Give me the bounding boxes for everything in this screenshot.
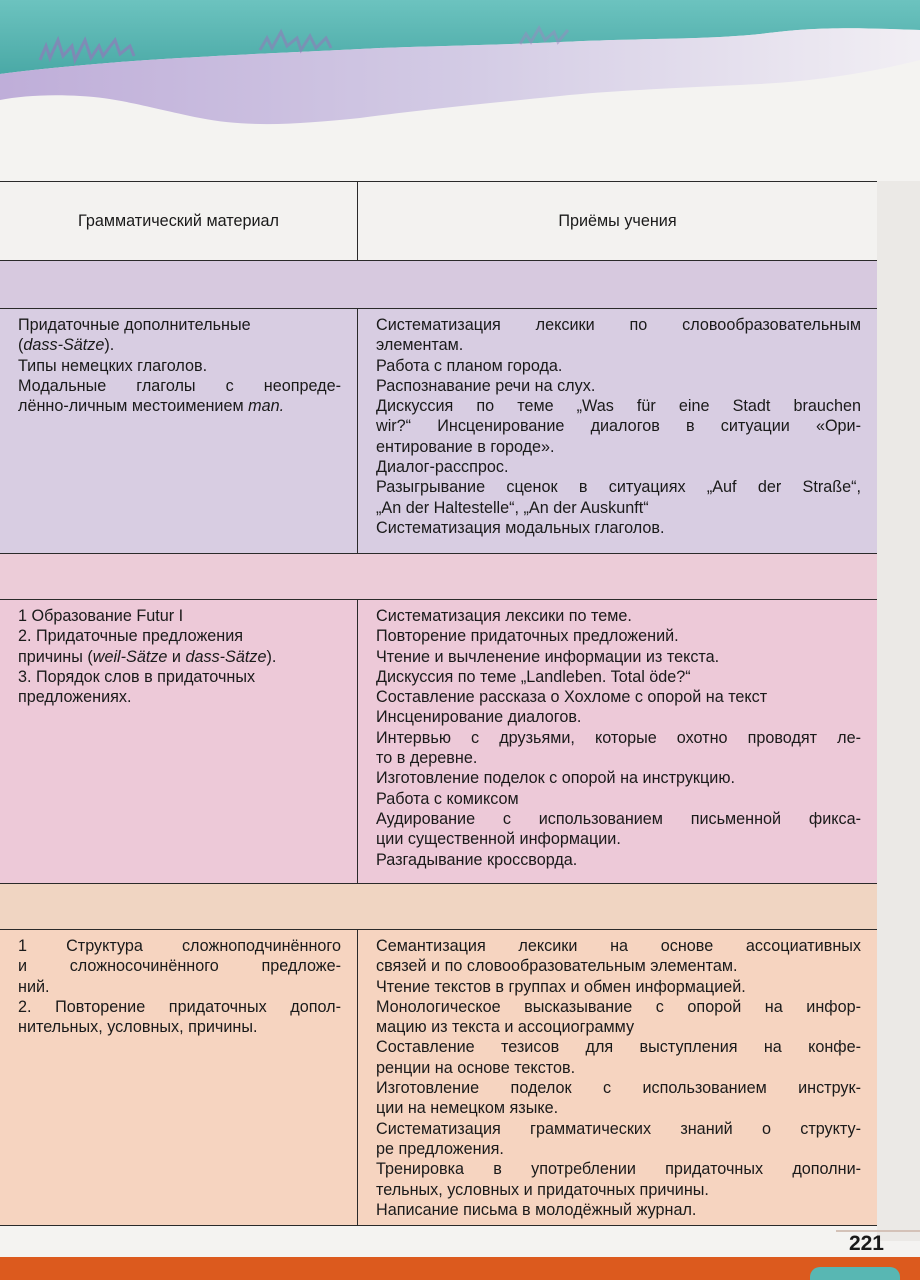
method-line: Систематизация грамматических знаний о структу- <box>376 1119 861 1138</box>
method-line: Написание письма в молодёжный журнал. <box>376 1200 697 1219</box>
italic-term: weil-Sätze <box>92 647 168 666</box>
text-fragment: лённо-личным местоимением <box>18 397 249 416</box>
method-line: Монологическое высказывание с опорой на инфор- <box>376 997 861 1016</box>
grammar-line <box>18 376 341 396</box>
table-row <box>0 309 877 554</box>
method-line: тельных, условных и придаточных причины. <box>376 1180 709 1199</box>
curriculum-table <box>0 181 877 1226</box>
method-line: Аудирование с использованием письменной фикса- <box>376 809 861 828</box>
grammar-line <box>18 667 341 687</box>
grammar-cell <box>0 600 357 883</box>
method-line: Инсценирование диалогов. <box>376 708 582 727</box>
decorative-banner <box>0 0 920 140</box>
method-line: Распознавание речи на слух. <box>376 376 596 395</box>
text-fragment: Придаточные дополнительные <box>18 316 251 334</box>
method-line: Чтение текстов в группах и обмен информацией. <box>376 977 746 996</box>
header-grammar: Грамматический материал <box>78 211 279 230</box>
grammar-cell <box>0 930 357 1225</box>
method-line: Работа с планом города. <box>376 356 563 375</box>
method-line: Дискуссия по теме „Landleben. Total öde?“ <box>376 667 691 686</box>
method-line: Систематизация модальных глаголов. <box>376 518 665 537</box>
grammar-line <box>18 997 341 1017</box>
grammar-line <box>18 956 341 976</box>
text-fragment: и <box>167 647 186 666</box>
grammar-line <box>18 626 341 646</box>
footer-tab <box>810 1267 900 1280</box>
page-number: 221 <box>848 1232 884 1255</box>
text-fragment: ). <box>266 647 277 666</box>
method-line: Интервью с друзьями, которые охотно проводят ле- <box>376 728 861 747</box>
text-fragment: 2. Повторение придаточных допол- <box>18 997 341 1016</box>
method-line: Изготовление поделок с опорой на инструкцию. <box>376 769 735 788</box>
text-fragment: Модальные глаголы с неопреде- <box>18 376 341 395</box>
grammar-line <box>18 1017 341 1037</box>
grammar-line <box>18 977 341 997</box>
method-line: Разыгрывание сценок в ситуациях „Auf der Straße“, <box>376 478 861 497</box>
watercolor-banner-graphic <box>0 0 920 140</box>
method-line: Систематизация лексики по теме. <box>376 607 632 625</box>
text-fragment: и сложносочинённого предложе- <box>18 957 341 976</box>
method-line: Диалог-расспрос. <box>376 458 509 477</box>
table-row <box>0 930 877 1226</box>
method-line: Тренировка в употреблении придаточных дополни- <box>376 1160 861 1179</box>
text-fragment: 1 Структура сложноподчинённого <box>18 937 341 955</box>
methods-cell <box>357 930 877 1225</box>
method-line: мацию из текста и ассоциограмму <box>376 1018 635 1037</box>
method-line: элементам. <box>376 336 464 355</box>
section-band <box>0 554 877 600</box>
margin-shadow <box>877 181 920 1241</box>
method-line: ренции на основе текстов. <box>376 1058 576 1077</box>
method-line: ции существенной информации. <box>376 830 621 849</box>
text-fragment: 1 Образование Futur I <box>18 607 184 625</box>
grammar-line <box>18 606 341 626</box>
method-line: Дискуссия по теме „Was für eine Stadt brauchen <box>376 397 861 416</box>
method-line: Систематизация лексики по словообразовательным <box>376 316 861 334</box>
methods-cell <box>357 600 877 883</box>
method-line: ре предложения. <box>376 1139 504 1158</box>
method-line: ентирование в городе». <box>376 437 555 456</box>
method-line: связей и по словообразовательным элементам. <box>376 957 738 976</box>
text-fragment: ( <box>18 336 24 355</box>
grammar-line <box>18 647 341 667</box>
method-line: Повторение придаточных предложений. <box>376 627 679 646</box>
table-row <box>0 600 877 884</box>
method-line: Составление тезисов для выступления на конфе- <box>376 1038 861 1057</box>
method-line: Работа с комиксом <box>376 789 519 808</box>
method-line: то в деревне. <box>376 749 478 768</box>
italic-term: dass-Sätze <box>23 336 105 355</box>
italic-term: dass-Sätze <box>185 647 267 666</box>
text-fragment: ний. <box>18 977 50 996</box>
grammar-line <box>18 356 341 376</box>
table-header-row <box>0 182 877 261</box>
text-fragment: предложениях. <box>18 688 132 707</box>
grammar-line <box>18 335 341 355</box>
method-line: Составление рассказа о Хохломе с опорой на текст <box>376 688 768 707</box>
text-fragment: ). <box>104 336 115 355</box>
grammar-cell <box>0 309 357 553</box>
grammar-line <box>18 315 341 335</box>
method-line: Чтение и вычленение информации из текста. <box>376 647 720 666</box>
grammar-line <box>18 687 341 707</box>
method-line: Семантизация лексики на основе ассоциативных <box>376 937 861 955</box>
grammar-line <box>18 936 341 956</box>
header-methods: Приёмы учения <box>357 182 877 260</box>
grammar-line <box>18 396 341 416</box>
section-band <box>0 884 877 930</box>
section-band <box>0 261 877 309</box>
methods-cell <box>357 309 877 553</box>
method-line: Изготовление поделок с использованием инструк- <box>376 1079 861 1098</box>
text-fragment: Типы немецких глаголов. <box>18 356 208 375</box>
method-line: Разгадывание кроссворда. <box>376 850 578 869</box>
footer-bar <box>0 1257 920 1280</box>
text-fragment: 2. Придаточные предложения <box>18 627 244 646</box>
text-fragment: нительных, условных, причины. <box>18 1018 258 1037</box>
method-line: ции на немецком языке. <box>376 1099 559 1118</box>
italic-term: man. <box>248 397 285 416</box>
method-line: wir?“ Инсценирование диалогов в ситуации «Ори- <box>376 417 861 436</box>
text-fragment: причины ( <box>18 647 93 666</box>
text-fragment: 3. Порядок слов в придаточных <box>18 667 256 686</box>
method-line: „An der Haltestelle“, „An der Auskunft“ <box>376 498 649 517</box>
